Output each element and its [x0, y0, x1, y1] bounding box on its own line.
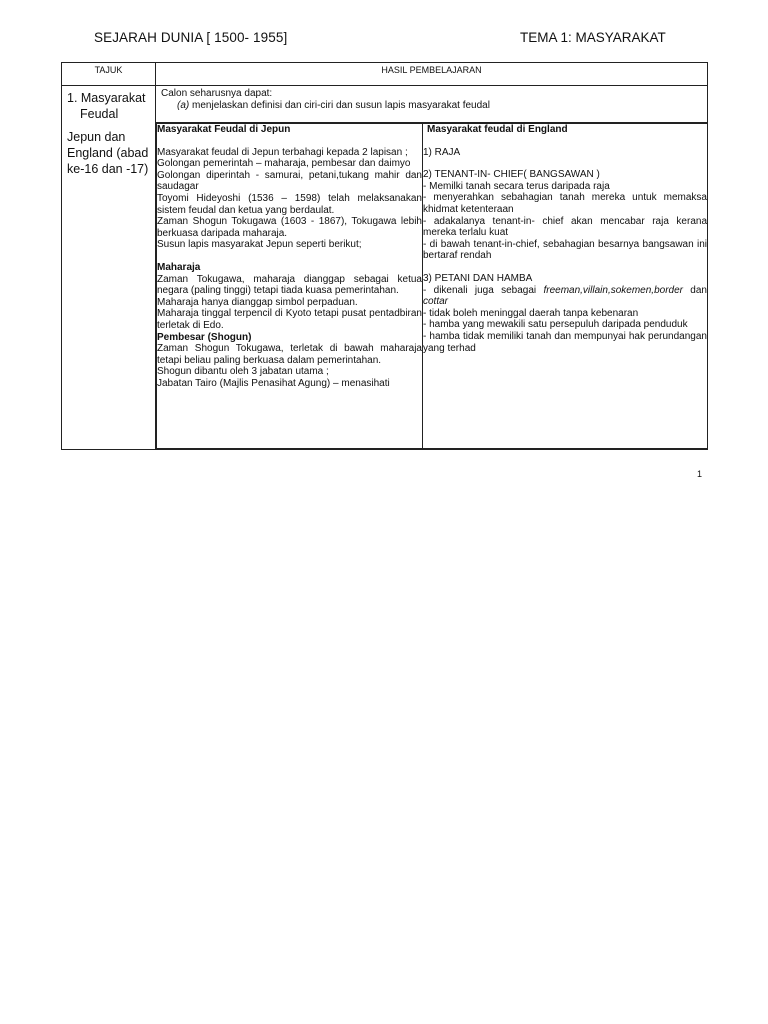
tenant-point: - di bawah tenant-in-chief, sebahagian besarnya bangsawan ini bertaraf rendah — [423, 238, 707, 262]
learning-objective — [156, 86, 708, 123]
jepun-paragraph: Toyomi Hideyoshi (1536 – 1598) telah melaksanakan sistem feudal dan ketua yang berdaulat. — [157, 192, 422, 216]
syllabus-table — [61, 62, 708, 450]
petani-point: - hamba yang mewakili satu persepuluh daripada penduduk — [423, 319, 688, 331]
page-number: 1 — [697, 469, 703, 479]
topic-cell — [62, 86, 156, 450]
topic-title: 1. Masyarakat — [67, 91, 146, 105]
england-column — [423, 124, 708, 449]
jepun-paragraph: Masyarakat feudal di Jepun terbahagi kepada 2 lapisan ; — [157, 146, 408, 158]
shogun-paragraph: Jabatan Tairo (Majlis Penasihat Agung) – menasihati — [157, 377, 390, 389]
jepun-paragraph: Susun lapis masyarakat Jepun seperti berikut; — [157, 239, 362, 251]
shogun-paragraph: Zaman Shogun Tokugawa, terletak di bawah maharaja tetapi beliau paling berkuasa dalam pemerintahan. — [157, 343, 422, 366]
objective-intro: Calon seharusnya dapat: — [161, 88, 273, 99]
tenant-point: - Memilki tanah secara terus daripada raja — [423, 180, 610, 192]
column-header-hasil: HASIL PEMBELAJARAN — [156, 63, 708, 86]
objective-label: (a) — [177, 99, 190, 111]
shogun-paragraph: Shogun dibantu oleh 3 jabatan utama ; — [157, 366, 329, 378]
column-header-tajuk: TAJUK — [62, 63, 156, 86]
maharaja-paragraph: Maharaja tinggal terpencil di Kyoto tetapi pusat pentadbiran terletak di Edo. — [157, 308, 422, 331]
jepun-paragraph: Zaman Shogun Tokugawa (1603 - 1867), Tokugawa lebih berkuasa daripada maharaja. — [157, 216, 422, 239]
tenant-point: - adakalanya tenant-in- chief akan mencabar raja kerana mereka terlalu kuat — [423, 215, 707, 239]
objective-item — [161, 100, 702, 112]
tenant-heading: 2) TENANT-IN- CHIEF( BANGSAWAN ) — [423, 169, 600, 181]
petani-point: - hamba tidak memiliki tanah dan mempunyai hak perundangan yang terhad — [423, 330, 707, 354]
document-theme: TEMA 1: MASYARAKAT — [520, 30, 666, 45]
jepun-paragraph: Golongan diperintah - samurai, petani,tukang mahir dan saudagar — [157, 169, 422, 193]
topic-title-cont: Feudal — [80, 107, 119, 121]
jepun-column — [157, 124, 423, 449]
maharaja-heading: Maharaja — [157, 261, 201, 273]
england-raja: 1) RAJA — [423, 146, 461, 158]
maharaja-paragraph: Zaman Tokugawa, maharaja dianggap sebagai ketua negara (paling tinggi) tetapi tiada kuasa pemerintahan. — [157, 273, 422, 297]
jepun-heading: Masyarakat Feudal di Jepun — [157, 124, 291, 135]
petani-heading: 3) PETANI DAN HAMBA — [423, 272, 533, 284]
tenant-point: - menyerahkan sebahagian tanah mereka untuk memaksa khidmat ketenteraan — [423, 192, 707, 215]
petani-point: - dikenali juga sebagai freeman,villain,sokemen,border dan cottar — [423, 284, 707, 308]
england-heading: Masyarakat feudal di England — [427, 124, 568, 135]
jepun-paragraph: Golongan pemerintah – maharaja, pembesar dan daimyo — [157, 158, 411, 170]
maharaja-paragraph: Maharaja hanya dianggap simbol perpaduan. — [157, 296, 358, 308]
petani-point: - tidak boleh meninggal daerah tanpa kebenaran — [423, 307, 639, 319]
comparison-table — [156, 123, 707, 449]
topic-subtitle: Jepun dan England (abad ke-16 dan -17) — [67, 130, 149, 176]
document-title: SEJARAH DUNIA [ 1500- 1955] — [94, 30, 288, 45]
shogun-heading: Pembesar (Shogun) — [157, 331, 252, 343]
content-cell — [156, 123, 708, 450]
objective-text: menjelaskan definisi dan ciri-ciri dan susun lapis masyarakat feudal — [189, 99, 490, 111]
